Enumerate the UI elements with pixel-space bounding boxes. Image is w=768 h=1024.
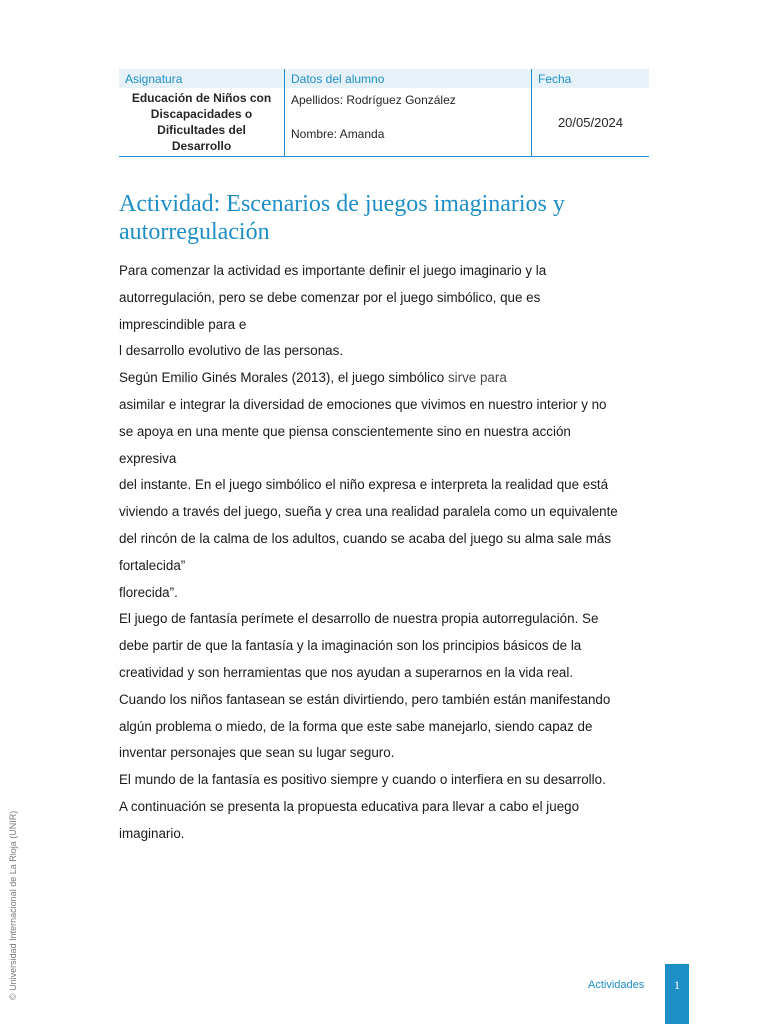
header-student: Datos del alumno (285, 69, 532, 88)
body-line: El juego de fantasía perímete el desarrollo de nuestra propia autorregulación. Se (119, 611, 599, 627)
body-line: expresiva (119, 450, 177, 466)
copyright-notice: © Universidad Internacional de La Rioja (UNIR) (8, 810, 18, 1000)
body-line: l desarrollo evolutivo de las personas. (119, 343, 344, 359)
info-table-row (119, 88, 649, 157)
quote-lead-line (119, 365, 659, 392)
student-data (285, 88, 532, 157)
subject-line: Educación de Niños con (131, 91, 272, 105)
body-line: se apoya en una mente que piensa conscientemente sino en nuestra acción (119, 423, 571, 439)
subject-line: Desarrollo (171, 139, 232, 153)
body-line: florecida”. (119, 584, 178, 600)
body-line: algún problema o miedo, de la forma que este sabe manejarlo, siendo capaz de (119, 718, 593, 734)
quote-lead-tail: sirve para (444, 370, 507, 386)
student-info-table (119, 69, 649, 157)
body-line: fortalecida” (119, 557, 186, 573)
body-line: asimilar e integrar la diversidad de emociones que vivimos en nuestro interior y no (119, 396, 607, 412)
submission-date: 20/05/2024 (532, 88, 650, 157)
body-line: inventar personajes que sean su lugar seguro. (119, 745, 395, 761)
body-line: creatividad y son herramientas que nos ayudan a superarnos en la vida real. (119, 664, 574, 680)
body-line: viviendo a través del juego, sueña y crea una realidad paralela como un equivalente (119, 504, 618, 520)
header-subject: Asignatura (119, 69, 285, 88)
student-name: Nombre: Amanda (291, 127, 385, 141)
body-line: imaginario. (119, 825, 185, 841)
page-number: 1 (674, 978, 680, 992)
body-line: A continuación se presenta la propuesta educativa para llevar a cabo el juego (119, 798, 580, 814)
header-date: Fecha (532, 69, 650, 88)
info-table-header (119, 69, 649, 88)
body-line: autorregulación, pero se debe comenzar por el juego simbólico, que es (119, 289, 541, 305)
subject-name (119, 88, 285, 157)
body-line: del instante. En el juego simbólico el niño expresa e interpreta la realidad que está (119, 477, 609, 493)
title-line: autorregulación (119, 219, 270, 245)
body-line: El mundo de la fantasía es positivo siempre y cuando o interfiera en su desarrollo. (119, 772, 606, 788)
subject-line: Discapacidades o (150, 107, 253, 121)
body-text (119, 258, 659, 848)
body-line: Cuando los niños fantasean se están divirtiendo, pero también están manifestando (119, 691, 611, 707)
subject-line: Dificultades del (157, 123, 246, 137)
body-line: del rincón de la calma de los adultos, cuando se acaba del juego su alma sale más (119, 530, 612, 546)
footer-section-label: Actividades (588, 979, 645, 991)
body-line: Para comenzar la actividad es importante definir el juego imaginario y la (119, 263, 547, 278)
activity-title (119, 190, 659, 246)
body-line: debe partir de que la fantasía y la imaginación son los principios básicos de la (119, 638, 582, 654)
page-number-badge (665, 964, 689, 1024)
body-line: imprescindible para e (119, 316, 247, 332)
title-line: Actividad: Escenarios de juegos imaginarios y (119, 191, 565, 217)
student-surname: Apellidos: Rodríguez González (291, 93, 456, 107)
quote-lead: Según Emilio Ginés Morales (2013), el juego simbólico (119, 370, 445, 386)
